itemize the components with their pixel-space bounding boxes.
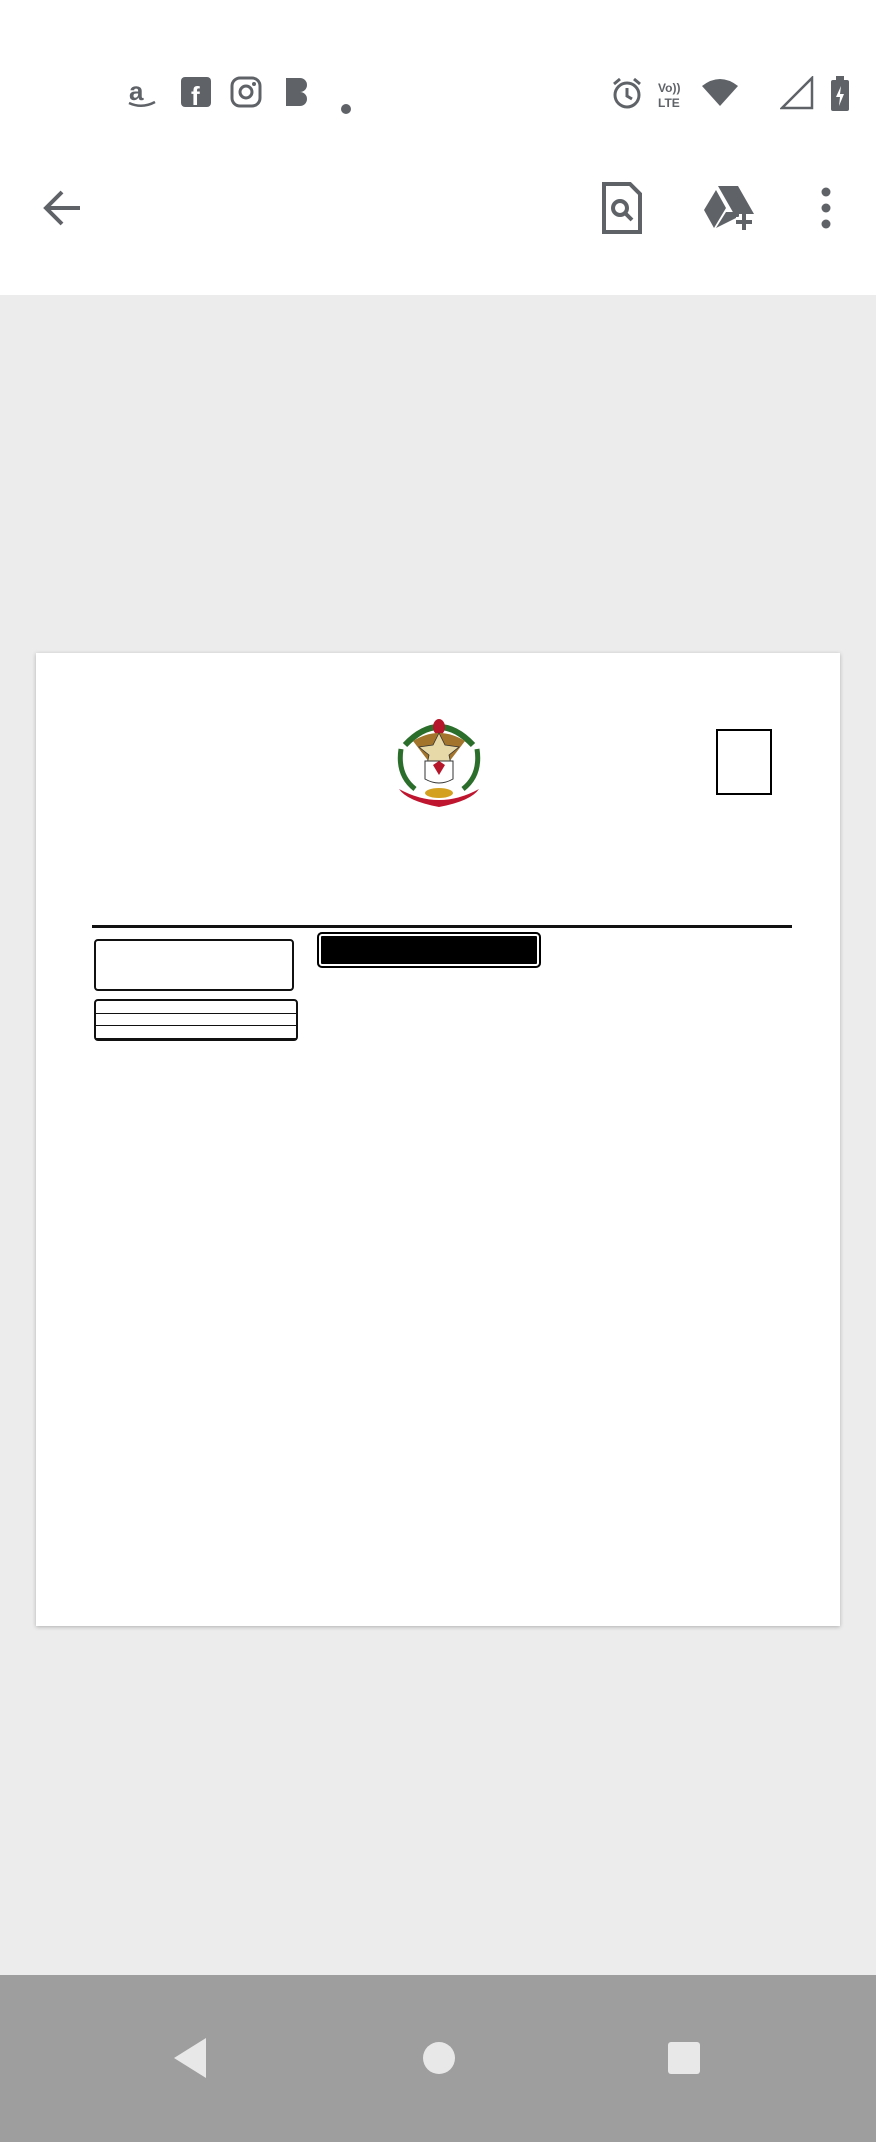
alarm-icon	[610, 76, 644, 115]
toc-entry[interactable]	[96, 1001, 296, 1012]
dot-icon	[340, 88, 352, 120]
dateline	[92, 911, 792, 928]
back-arrow-icon[interactable]	[22, 168, 102, 248]
app-bar	[0, 120, 876, 296]
intro-box	[94, 939, 294, 991]
wifi-icon	[700, 76, 740, 113]
toc-entry[interactable]	[96, 1026, 296, 1037]
volte-icon	[656, 80, 692, 115]
toc-entry[interactable]	[96, 1014, 296, 1026]
add-to-drive-icon[interactable]	[690, 168, 770, 248]
table-of-contents	[94, 999, 298, 1041]
svg-text:f: f	[191, 81, 200, 108]
svg-text:a: a	[129, 76, 144, 106]
search-document-icon[interactable]	[582, 168, 662, 248]
status-bar	[0, 0, 876, 120]
section-header	[317, 932, 541, 968]
home-circle-icon[interactable]	[404, 2023, 474, 2093]
b-app-icon	[282, 76, 312, 113]
toc-group-gabinete	[96, 1001, 296, 1014]
column-law-left	[314, 975, 546, 985]
system-nav-bar	[0, 1975, 876, 2142]
recents-square-icon[interactable]	[649, 2023, 719, 2093]
signal-icon	[780, 76, 814, 115]
anniversary-badge	[716, 729, 772, 795]
toc-group-secretarias	[96, 1026, 296, 1039]
column-law-right	[574, 939, 800, 951]
svg-text:LTE: LTE	[658, 96, 680, 110]
pdf-viewer[interactable]	[0, 295, 876, 1975]
instagram-icon	[230, 76, 262, 113]
amazon-icon	[126, 76, 158, 115]
svg-text:Vo)): Vo))	[658, 81, 681, 95]
battery-icon	[830, 76, 850, 117]
pdf-page[interactable]	[36, 653, 840, 1626]
more-vert-icon[interactable]	[786, 168, 866, 248]
back-triangle-icon[interactable]	[155, 2023, 225, 2093]
facebook-icon	[180, 76, 212, 113]
state-coat-of-arms-icon	[391, 715, 487, 815]
